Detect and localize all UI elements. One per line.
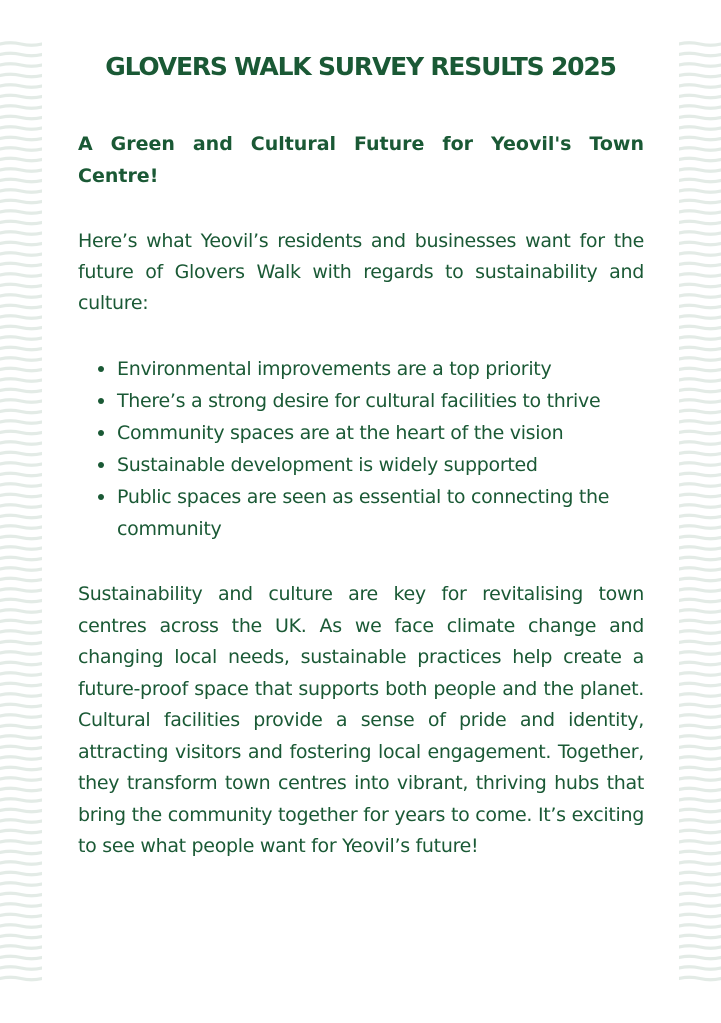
wave-stripe bbox=[679, 610, 721, 613]
wave-stripe bbox=[0, 85, 42, 88]
wave-stripe bbox=[679, 389, 721, 392]
wave-stripe bbox=[0, 190, 42, 193]
wave-stripe bbox=[0, 179, 42, 182]
wave-stripe bbox=[679, 809, 721, 812]
wave-stripe bbox=[679, 200, 721, 203]
wave-stripe bbox=[679, 788, 721, 791]
wave-stripe bbox=[0, 221, 42, 224]
wave-stripe bbox=[679, 715, 721, 718]
right-wave-border bbox=[679, 40, 721, 985]
wave-stripe bbox=[0, 295, 42, 298]
wave-stripe bbox=[679, 253, 721, 256]
bullet-icon bbox=[98, 430, 104, 436]
wave-stripe bbox=[0, 127, 42, 130]
bullet-icon bbox=[98, 366, 104, 372]
wave-stripe bbox=[0, 316, 42, 319]
list-item bbox=[98, 481, 644, 545]
wave-stripe bbox=[0, 935, 42, 938]
wave-stripe bbox=[0, 683, 42, 686]
wave-stripe bbox=[679, 473, 721, 476]
intro-paragraph: Here’s what Yeovil’s residents and businesses want for the future of Glovers Walk with regards to sustainability and culture: bbox=[78, 230, 644, 314]
wave-stripe bbox=[679, 442, 721, 445]
wave-stripe bbox=[679, 641, 721, 644]
wave-stripe bbox=[0, 778, 42, 781]
wave-stripe bbox=[679, 757, 721, 760]
wave-stripe bbox=[679, 820, 721, 823]
wave-stripe bbox=[679, 925, 721, 928]
wave-stripe bbox=[679, 358, 721, 361]
wave-stripe bbox=[0, 473, 42, 476]
wave-stripe bbox=[679, 274, 721, 277]
wave-stripe bbox=[679, 284, 721, 287]
wave-stripe bbox=[0, 452, 42, 455]
wave-stripe bbox=[0, 536, 42, 539]
wave-stripe bbox=[679, 620, 721, 623]
wave-stripe bbox=[0, 652, 42, 655]
wave-stripe bbox=[0, 116, 42, 119]
wave-stripe bbox=[679, 914, 721, 917]
wave-stripe bbox=[0, 893, 42, 896]
wave-stripe bbox=[679, 578, 721, 581]
wave-stripe bbox=[0, 694, 42, 697]
wave-stripe bbox=[0, 253, 42, 256]
wave-stripe bbox=[679, 400, 721, 403]
wave-stripe bbox=[679, 43, 721, 46]
wave-stripe bbox=[679, 169, 721, 172]
wave-stripe bbox=[0, 284, 42, 287]
list-item-text: Community spaces are at the heart of the vision bbox=[117, 422, 564, 444]
wave-stripe bbox=[679, 379, 721, 382]
wave-stripe bbox=[679, 683, 721, 686]
wave-stripe bbox=[679, 137, 721, 140]
wave-stripe bbox=[679, 242, 721, 245]
wave-stripe bbox=[679, 851, 721, 854]
wave-stripe bbox=[679, 893, 721, 896]
wave-stripe bbox=[0, 851, 42, 854]
wave-stripe bbox=[679, 179, 721, 182]
list-item-text: Environmental improvements are a top priority bbox=[117, 358, 552, 380]
wave-stripe bbox=[0, 137, 42, 140]
wave-stripe bbox=[679, 946, 721, 949]
wave-stripe bbox=[679, 767, 721, 770]
list-item bbox=[98, 417, 644, 449]
wave-stripe bbox=[0, 431, 42, 434]
wave-stripe bbox=[0, 326, 42, 329]
wave-stripe bbox=[679, 778, 721, 781]
wave-stripe bbox=[0, 620, 42, 623]
wave-stripe bbox=[679, 421, 721, 424]
wave-stripe bbox=[0, 673, 42, 676]
wave-stripe bbox=[679, 85, 721, 88]
wave-stripe bbox=[0, 956, 42, 959]
wave-stripe bbox=[0, 547, 42, 550]
wave-stripe bbox=[679, 221, 721, 224]
left-wave-border bbox=[0, 40, 42, 985]
wave-stripe bbox=[679, 935, 721, 938]
wave-stripe bbox=[0, 400, 42, 403]
wave-stripe bbox=[679, 106, 721, 109]
wave-stripe bbox=[679, 494, 721, 497]
wave-stripe bbox=[679, 232, 721, 235]
wave-stripe bbox=[0, 337, 42, 340]
wave-stripe bbox=[0, 977, 42, 980]
wave-stripe bbox=[679, 736, 721, 739]
wave-stripe bbox=[679, 148, 721, 151]
wave-stripe bbox=[679, 652, 721, 655]
wave-stripe bbox=[679, 526, 721, 529]
wave-stripe bbox=[679, 127, 721, 130]
wave-stripe bbox=[679, 883, 721, 886]
wave-stripe bbox=[0, 830, 42, 833]
wave-stripe bbox=[679, 799, 721, 802]
wave-stripe bbox=[679, 95, 721, 98]
wave-stripe bbox=[0, 841, 42, 844]
document-content bbox=[78, 128, 644, 863]
wave-stripe bbox=[679, 515, 721, 518]
wave-stripe bbox=[679, 746, 721, 749]
wave-stripe bbox=[0, 200, 42, 203]
wave-stripe bbox=[0, 736, 42, 739]
wave-stripe bbox=[679, 872, 721, 875]
wave-stripe bbox=[0, 368, 42, 371]
list-item-text: Public spaces are seen as essential to connecting the community bbox=[117, 486, 610, 540]
wave-stripe bbox=[679, 463, 721, 466]
wave-stripe bbox=[679, 316, 721, 319]
list-item bbox=[98, 353, 644, 385]
wave-stripe bbox=[679, 211, 721, 214]
wave-stripe bbox=[0, 799, 42, 802]
wave-stripe bbox=[0, 389, 42, 392]
list-item-text: There’s a strong desire for cultural facilities to thrive bbox=[117, 390, 601, 412]
wave-stripe bbox=[0, 347, 42, 350]
wave-stripe bbox=[679, 725, 721, 728]
wave-stripe bbox=[0, 925, 42, 928]
wave-stripe bbox=[679, 830, 721, 833]
wave-stripe bbox=[0, 662, 42, 665]
wave-stripe bbox=[0, 757, 42, 760]
wave-stripe bbox=[679, 505, 721, 508]
wave-stripe bbox=[679, 190, 721, 193]
wave-stripe bbox=[0, 715, 42, 718]
wave-stripe bbox=[679, 295, 721, 298]
wave-stripe bbox=[679, 673, 721, 676]
bullet-icon bbox=[98, 462, 104, 468]
wave-stripe bbox=[679, 116, 721, 119]
wave-stripe bbox=[0, 505, 42, 508]
wave-stripe bbox=[679, 904, 721, 907]
list-item-text: Sustainable development is widely supported bbox=[117, 454, 538, 476]
wave-stripe bbox=[0, 589, 42, 592]
wave-stripe bbox=[0, 862, 42, 865]
wave-stripe bbox=[0, 43, 42, 46]
wave-stripe bbox=[679, 484, 721, 487]
wave-stripe bbox=[0, 494, 42, 497]
wave-stripe bbox=[0, 242, 42, 245]
wave-stripe bbox=[0, 788, 42, 791]
wave-stripe bbox=[679, 568, 721, 571]
wave-stripe bbox=[0, 746, 42, 749]
wave-stripe bbox=[0, 631, 42, 634]
wave-stripe bbox=[0, 232, 42, 235]
wave-stripe bbox=[679, 410, 721, 413]
wave-stripe bbox=[679, 305, 721, 308]
wave-stripe bbox=[0, 610, 42, 613]
wave-stripe bbox=[0, 379, 42, 382]
list-item bbox=[98, 449, 644, 481]
wave-stripe bbox=[679, 694, 721, 697]
wave-stripe bbox=[679, 547, 721, 550]
wave-stripe bbox=[0, 158, 42, 161]
wave-stripe bbox=[0, 557, 42, 560]
wave-stripe bbox=[679, 862, 721, 865]
wave-stripe bbox=[679, 956, 721, 959]
wave-stripe bbox=[0, 883, 42, 886]
wave-stripe bbox=[679, 662, 721, 665]
wave-stripe bbox=[0, 211, 42, 214]
wave-stripe bbox=[0, 904, 42, 907]
wave-stripe bbox=[679, 977, 721, 980]
wave-stripe bbox=[0, 95, 42, 98]
bullet-icon bbox=[98, 398, 104, 404]
wave-stripe bbox=[679, 599, 721, 602]
wave-stripe bbox=[679, 452, 721, 455]
wave-stripe bbox=[679, 431, 721, 434]
wave-stripe bbox=[679, 589, 721, 592]
wave-stripe bbox=[0, 914, 42, 917]
wave-stripe bbox=[679, 326, 721, 329]
wave-stripe bbox=[679, 347, 721, 350]
wave-stripe bbox=[0, 274, 42, 277]
wave-stripe bbox=[0, 106, 42, 109]
wave-stripe bbox=[0, 725, 42, 728]
wave-stripe bbox=[679, 631, 721, 634]
wave-stripe bbox=[0, 358, 42, 361]
wave-stripe bbox=[0, 526, 42, 529]
wave-stripe bbox=[679, 967, 721, 970]
wave-stripe bbox=[679, 368, 721, 371]
wave-stripe bbox=[0, 421, 42, 424]
bullet-icon bbox=[98, 494, 104, 500]
wave-stripe bbox=[679, 704, 721, 707]
wave-stripe bbox=[0, 410, 42, 413]
wave-stripe bbox=[0, 305, 42, 308]
wave-stripe bbox=[0, 484, 42, 487]
wave-stripe bbox=[0, 169, 42, 172]
wave-stripe bbox=[0, 442, 42, 445]
wave-stripe bbox=[0, 263, 42, 266]
wave-stripe bbox=[679, 337, 721, 340]
wave-stripe bbox=[0, 515, 42, 518]
wave-stripe bbox=[679, 158, 721, 161]
subtitle: A Green and Cultural Future for Yeovil's Town Centre! bbox=[78, 133, 644, 187]
wave-stripe bbox=[0, 599, 42, 602]
bullet-list bbox=[78, 353, 644, 545]
wave-stripe bbox=[0, 578, 42, 581]
wave-stripe bbox=[0, 872, 42, 875]
wave-stripe bbox=[0, 946, 42, 949]
wave-stripe bbox=[0, 809, 42, 812]
body-paragraph: Sustainability and culture are key for revitalising town centres across the UK. As we face climate change and changing local needs, sustainable practices help create a future-proof space that supports both people and the planet. Cultural facilities provide a sense of pride and identity, attracting visitors and fostering local engagement. Together, they transform town centres into vibrant, thriving hubs that bring the community together for years to come. It’s exciting to see what people want for Yeovil’s future! bbox=[78, 583, 644, 857]
wave-stripe bbox=[0, 704, 42, 707]
wave-stripe bbox=[679, 841, 721, 844]
list-item bbox=[98, 385, 644, 417]
wave-stripe bbox=[0, 820, 42, 823]
wave-stripe bbox=[0, 641, 42, 644]
page-title: GLOVERS WALK SURVEY RESULTS 2025 bbox=[105, 52, 616, 81]
wave-stripe bbox=[679, 263, 721, 266]
wave-stripe bbox=[0, 568, 42, 571]
wave-stripe bbox=[679, 557, 721, 560]
wave-stripe bbox=[0, 463, 42, 466]
wave-stripe bbox=[0, 967, 42, 970]
wave-stripe bbox=[0, 767, 42, 770]
wave-stripe bbox=[679, 536, 721, 539]
wave-stripe bbox=[0, 148, 42, 151]
